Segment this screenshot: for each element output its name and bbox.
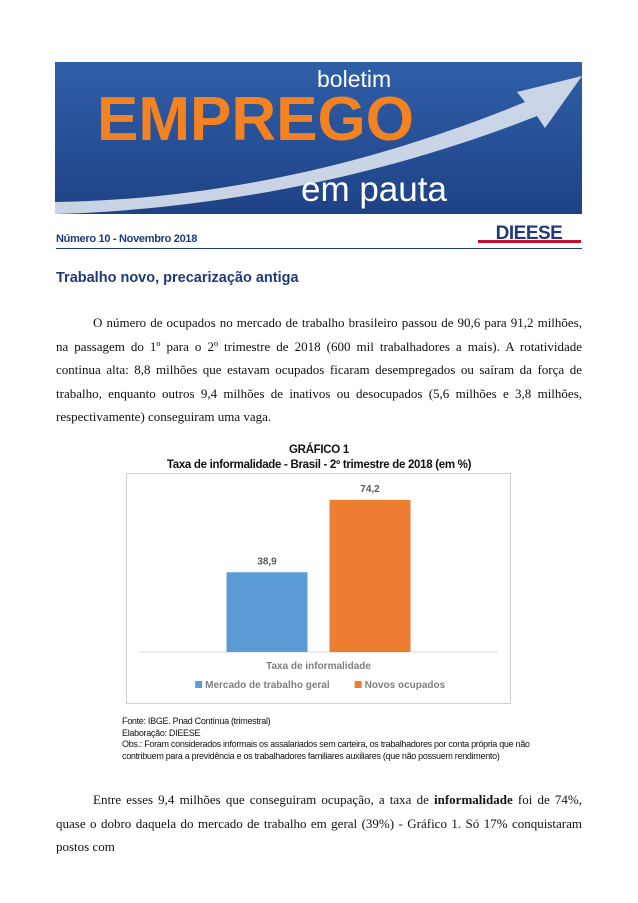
issue-number: Número 10 - Novembro 2018 xyxy=(56,233,198,245)
header-rule xyxy=(56,248,582,249)
obs-note-line-1: Obs.: Foram considerados informais os assalariados sem carteira, os trabalhadores por conta própria que não xyxy=(122,739,530,749)
article-paragraph-2 xyxy=(56,788,582,859)
obs-note-line-2: contribuem para a previdência e os trabalhadores familiares auxiliares (que não possuem rendimento) xyxy=(122,750,500,761)
legend-swatch-mercado-geral xyxy=(195,681,202,688)
dieese-logo xyxy=(478,224,581,244)
data-label-novos-ocupados: 74,2 xyxy=(360,483,380,495)
paragraph-2-end: foi de 74%, quase o dobro daquela do mercado de trabalho em geral (39%) - Gráfico 1. Só 17% conquistaram postos com xyxy=(56,792,582,854)
informalidade-bold: informalidade xyxy=(434,792,513,807)
x-tick-label: Taxa de informalidade xyxy=(266,661,371,672)
bar-mercado-geral xyxy=(227,572,308,652)
chart-label: GRÁFICO 1 xyxy=(289,444,349,456)
article-title: Trabalho novo, precarização antiga xyxy=(56,270,299,286)
legend-swatch-novos-ocupados xyxy=(355,681,362,688)
banner-word-emprego: EMPREGO xyxy=(97,85,414,154)
banner-word-boletim: boletim xyxy=(317,66,392,92)
elaboration-note: Elaboração: DIEESE xyxy=(122,727,201,738)
legend-label-novos-ocupados: Novos ocupados xyxy=(364,680,446,691)
bar-novos-ocupados xyxy=(330,500,411,652)
chart-title: Taxa de informalidade - Brasil - 2º trimestre de 2018 (em %) xyxy=(166,459,472,471)
article-paragraph-1: O número de ocupados no mercado de trabalho brasileiro passou de 90,6 para 91,2 milhões, na passagem do 1º para o 2º trimestre de 2018 (600 mil trabalhadores a mais). A rotatividade continua alta: 8,8 milhões que estavam ocupados ficaram desempregados ou saíram da força de trabalho, enquanto outros 9,4 milhões de inativos ou desocupados (5,6 milhões e 3,8 milhões, respectivamente) conseguiram uma vaga. xyxy=(56,315,582,424)
boletim-banner xyxy=(55,62,582,214)
banner-word-em-pauta: em pauta xyxy=(301,170,447,209)
chart-area xyxy=(126,473,511,704)
paragraph-2-start: Entre esses 9,4 milhões que conseguiram ocupação, a taxa de xyxy=(93,792,435,807)
data-label-mercado-geral: 38,9 xyxy=(257,556,277,568)
source-note: Fonte: IBGE. Pnad Contínua (trimestral) xyxy=(122,716,271,726)
legend-label-mercado-geral: Mercado de trabalho geral xyxy=(205,680,330,691)
bar-chart xyxy=(127,474,510,703)
logo-text: DIEESE xyxy=(495,224,563,244)
chart-notes xyxy=(122,716,572,762)
